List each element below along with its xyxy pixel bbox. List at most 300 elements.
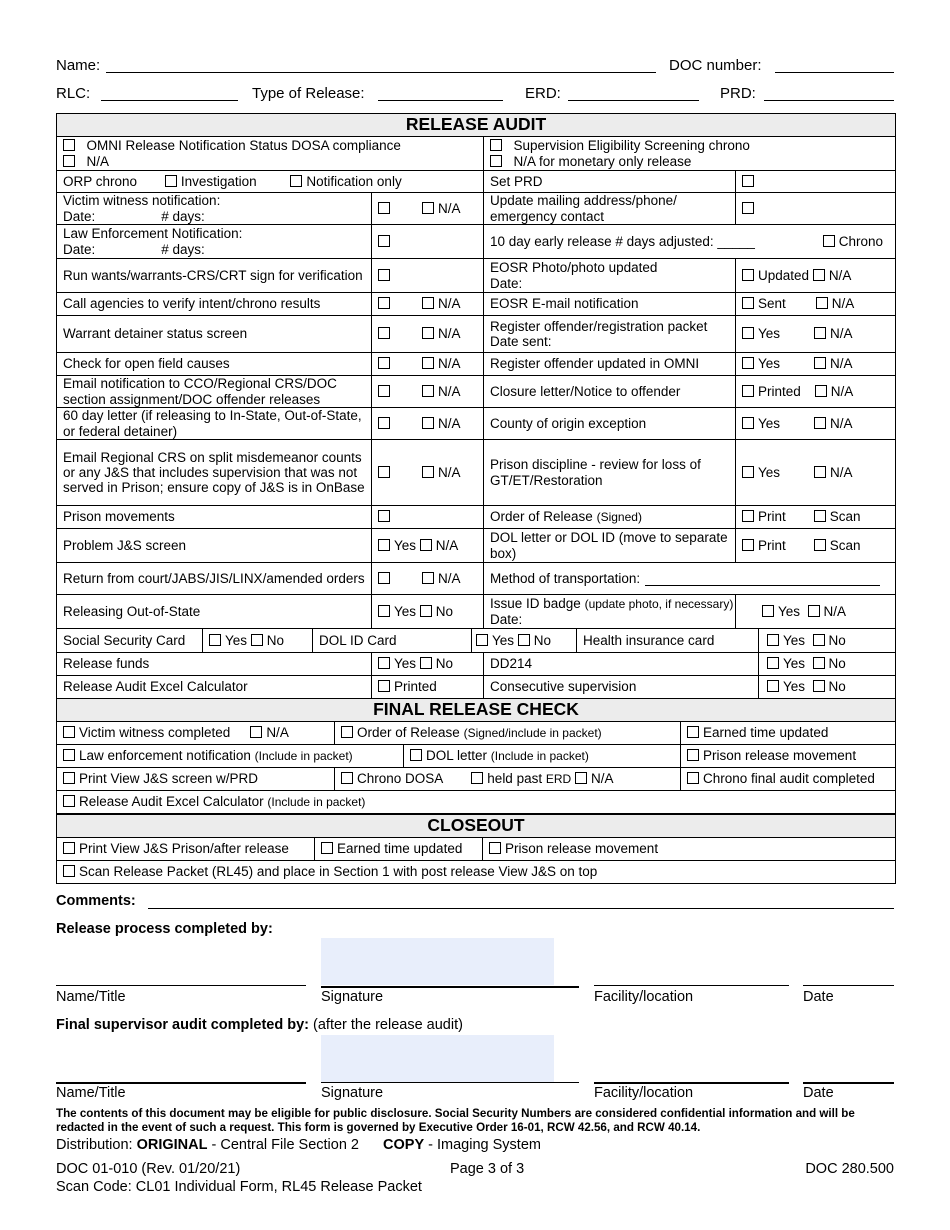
sixty-day-checkbox[interactable]: [378, 417, 390, 429]
update-mailing-label: Update mailing address/phone/ emergency contact: [484, 193, 736, 225]
dd214-no-checkbox[interactable]: [813, 657, 825, 669]
doc-number-field[interactable]: [775, 72, 894, 73]
distribution-original-dest: - Central File Section 2: [211, 1137, 359, 1153]
register-offender-cell: [484, 316, 736, 353]
law-notification-cell: [57, 745, 404, 768]
eosr-email-check-cell: [736, 293, 896, 316]
closure-printed-label: Printed: [758, 383, 801, 399]
supervision-na-checkbox[interactable]: [490, 155, 502, 167]
return-court-na-checkbox[interactable]: [422, 572, 434, 584]
oos-yes-checkbox[interactable]: [378, 605, 390, 617]
funds-yes-checkbox[interactable]: [378, 657, 390, 669]
register-na-label: N/A: [830, 326, 853, 342]
release-audit-table: [56, 113, 896, 629]
final-dol-letter-cell: [404, 745, 681, 768]
held-past-label: held past: [487, 771, 543, 787]
email-cco-check-cell: [372, 376, 484, 408]
after-audit-label: (after the release audit): [313, 1017, 463, 1033]
check-open-checkbox[interactable]: [378, 357, 390, 369]
consecutive-no-checkbox[interactable]: [813, 680, 825, 692]
county-yes-label: Yes: [758, 415, 781, 431]
chrono-final-cell: [681, 768, 896, 791]
final-order-release-label: Order of Release: [357, 725, 460, 741]
county-na-label: N/A: [830, 415, 853, 431]
supervisor-name-line[interactable]: [56, 1082, 306, 1084]
release-signature-line[interactable]: [321, 986, 579, 988]
oos-no-checkbox[interactable]: [420, 605, 432, 617]
warrant-detainer-label: Warrant detainer status screen: [57, 316, 372, 353]
print-view-checkbox[interactable]: [63, 772, 75, 784]
run-wants-label: Run wants/warrants-CRS/CRT sign for verification: [57, 259, 372, 293]
notification-only-checkbox[interactable]: [290, 175, 302, 187]
supervisor-date-label: Date: [803, 1085, 834, 1101]
prd-field[interactable]: [764, 100, 894, 101]
email-regional-checkbox[interactable]: [378, 466, 390, 478]
prison-discipline-label: Prison discipline - review for loss of GT/ET/Restoration: [484, 440, 736, 506]
law-notification-note: (Include in packet): [254, 749, 353, 764]
law-notification-label: Law enforcement notification: [79, 748, 251, 764]
closeout-table: [56, 814, 896, 884]
held-past-na-checkbox[interactable]: [575, 772, 587, 784]
check-open-check-cell: [372, 353, 484, 376]
final-earned-time-label: Earned time updated: [703, 725, 829, 741]
release-date-line[interactable]: [803, 985, 894, 986]
dol-id-yes-label: Yes: [492, 632, 515, 648]
closure-letter-label: Closure letter/Notice to offender: [484, 376, 736, 408]
final-release-check-title: FINAL RELEASE CHECK: [57, 699, 896, 722]
excel-printed-label: Printed: [394, 679, 437, 695]
eosr-photo-label: EOSR Photo/photo updated: [490, 260, 658, 276]
disclosure-text: The contents of this document may be eligible for public disclosure. Social Security Numbers are considered confidential information and will be redacted in the event of such a request. This form is governed by Executive Order 16-01, RCW 42.56, and RCW 40.14.: [56, 1107, 855, 1134]
call-agencies-checkbox[interactable]: [378, 297, 390, 309]
releasing-oos-label: Releasing Out-of-State: [57, 595, 372, 629]
dol-scan-label: Scan: [829, 537, 861, 553]
call-agencies-label: Call agencies to verify intent/chrono results: [57, 293, 372, 316]
comments-label: Comments:: [56, 893, 136, 909]
problem-js-na-checkbox[interactable]: [420, 539, 432, 551]
closure-letter-check-cell: [736, 376, 896, 408]
email-regional-check-cell: [372, 440, 484, 506]
final-supervisor-label: Final supervisor audit completed by:: [56, 1017, 309, 1033]
set-prd-checkbox[interactable]: [742, 175, 754, 187]
victim-completed-na-checkbox[interactable]: [250, 726, 262, 738]
call-agencies-na-label: N/A: [438, 296, 461, 312]
investigation-checkbox[interactable]: [165, 175, 177, 187]
sixty-day-check-cell: [372, 408, 484, 440]
excel-calc-check-cell: [372, 676, 484, 699]
final-supervisor-row: [56, 1017, 463, 1033]
problem-js-check-cell: [372, 529, 484, 563]
supervision-screening-cell: [484, 137, 896, 171]
law-enforcement-cell: [57, 225, 372, 259]
distribution-line: [56, 1137, 541, 1153]
funds-table: [56, 652, 896, 699]
release-facility-label: Facility/location: [594, 989, 694, 1005]
sixty-day-na-label: N/A: [438, 415, 461, 431]
sixty-day-label: 60 day letter (if releasing to In-State, Out-of-State, or federal detainer): [57, 408, 372, 440]
set-prd-check-cell: [736, 171, 896, 193]
eosr-updated-checkbox[interactable]: [742, 269, 754, 281]
warrant-detainer-na-checkbox[interactable]: [422, 327, 434, 339]
omni-status-cell: [57, 137, 484, 171]
held-past-na-label: N/A: [590, 771, 614, 787]
type-of-release-field[interactable]: [378, 100, 503, 101]
eosr-updated-label: Updated: [758, 267, 810, 283]
omni-na-checkbox[interactable]: [63, 155, 75, 167]
eosr-photo-date-label: Date:: [490, 275, 523, 291]
closeout-earned-time-checkbox[interactable]: [321, 842, 333, 854]
county-origin-check-cell: [736, 408, 896, 440]
order-scan-label: Scan: [829, 509, 861, 525]
comments-field[interactable]: [148, 908, 894, 909]
order-release-cell: [484, 506, 736, 529]
dol-id-no-label: No: [533, 632, 552, 648]
return-court-check-cell: [372, 563, 484, 595]
oos-no-label: No: [435, 603, 454, 619]
consecutive-label: Consecutive supervision: [484, 676, 759, 699]
rlc-field[interactable]: [101, 100, 238, 101]
dol-print-label: Print: [758, 537, 786, 553]
distribution-copy: COPY: [383, 1137, 425, 1153]
chrono-final-label: Chrono final audit completed: [703, 771, 875, 787]
register-offender-check-cell: [736, 316, 896, 353]
eosr-photo-na-label: N/A: [828, 267, 852, 283]
doc-number-label: DOC number:: [669, 57, 762, 74]
chrono-dosa-checkbox[interactable]: [341, 772, 353, 784]
county-origin-label: County of origin exception: [484, 408, 736, 440]
omni-status-label: OMNI Release Notification Status DOSA compliance: [86, 138, 401, 154]
discipline-yes-checkbox[interactable]: [742, 466, 754, 478]
order-print-label: Print: [758, 509, 786, 525]
supervisor-signature-line[interactable]: [321, 1082, 579, 1083]
final-earned-time-cell: [681, 722, 896, 745]
ten-day-cell: [484, 225, 896, 259]
email-cco-na-checkbox[interactable]: [422, 385, 434, 397]
issue-id-yes-checkbox[interactable]: [762, 605, 774, 617]
supervisor-signature-box[interactable]: [321, 1035, 554, 1082]
problem-js-yes-checkbox[interactable]: [378, 539, 390, 551]
funds-no-checkbox[interactable]: [420, 657, 432, 669]
closeout-print-view-label: Print View J&S Prison/after release: [79, 841, 289, 857]
eosr-sent-checkbox[interactable]: [742, 297, 754, 309]
victim-witness-na-label: N/A: [438, 200, 461, 216]
register-omni-yes-checkbox[interactable]: [742, 357, 754, 369]
dol-scan-checkbox[interactable]: [814, 539, 826, 551]
supervisor-facility-line[interactable]: [594, 1082, 789, 1084]
warrant-detainer-checkbox[interactable]: [378, 327, 390, 339]
victim-witness-checkbox[interactable]: [378, 202, 390, 214]
issue-id-yes-label: Yes: [778, 603, 801, 619]
ten-day-label: 10 day early release # days adjusted: _____: [490, 233, 755, 249]
prison-movements-checkbox[interactable]: [378, 510, 390, 522]
supervisor-name-title-label: Name/Title: [56, 1085, 126, 1101]
victim-date-label: Date:: [63, 208, 96, 224]
victim-days-label: # days:: [161, 208, 205, 224]
law-enforcement-checkbox[interactable]: [378, 235, 390, 247]
health-card-label: Health insurance card: [577, 629, 759, 653]
register-yes-label: Yes: [758, 326, 781, 342]
release-date-label: Date: [803, 989, 834, 1005]
email-cco-label: Email notification to CCO/Regional CRS/DOC section assignment/DOC offender releases: [57, 376, 372, 408]
issue-id-na-checkbox[interactable]: [808, 605, 820, 617]
email-regional-label: Email Regional CRS on split misdemeanor counts or any J&S that includes supervision that was not served in Prison; ensure copy of J&S is in OnBase: [57, 440, 372, 506]
dol-id-yes-checkbox[interactable]: [476, 634, 488, 646]
victim-completed-checkbox[interactable]: [63, 726, 75, 738]
held-past-checkbox[interactable]: [471, 772, 483, 784]
consecutive-yes-checkbox[interactable]: [767, 680, 779, 692]
dol-id-card-check-cell: [472, 629, 577, 653]
rlc-label: RLC:: [56, 85, 91, 102]
sixty-day-na-checkbox[interactable]: [422, 417, 434, 429]
email-cco-checkbox[interactable]: [378, 385, 390, 397]
name-row: [56, 57, 894, 77]
final-prison-movement-label: Prison release movement: [703, 748, 857, 764]
release-funds-check-cell: [372, 653, 484, 676]
order-print-checkbox[interactable]: [742, 510, 754, 522]
final-order-release-checkbox[interactable]: [341, 726, 353, 738]
victim-completed-cell: [57, 722, 335, 745]
call-agencies-na-checkbox[interactable]: [422, 297, 434, 309]
eosr-sent-label: Sent: [758, 296, 786, 312]
consecutive-yes-label: Yes: [783, 679, 806, 695]
supervisor-date-line[interactable]: [803, 1082, 894, 1084]
register-omni-na-label: N/A: [830, 356, 853, 372]
print-view-label: Print View J&S screen w/PRD: [79, 771, 259, 787]
order-release-label: Order of Release: [490, 509, 593, 525]
orp-chrono-label: ORP chrono: [63, 173, 138, 189]
prison-movements-check-cell: [372, 506, 484, 529]
discipline-na-checkbox[interactable]: [814, 466, 826, 478]
eosr-photo-na-checkbox[interactable]: [813, 269, 825, 281]
register-yes-checkbox[interactable]: [742, 327, 754, 339]
final-earned-time-checkbox[interactable]: [687, 726, 699, 738]
final-dol-letter-label: DOL letter: [426, 748, 488, 764]
closeout-prison-movement-checkbox[interactable]: [489, 842, 501, 854]
name-label: Name:: [56, 57, 101, 74]
final-excel-calc-label: Release Audit Excel Calculator: [79, 794, 264, 810]
dd214-yes-checkbox[interactable]: [767, 657, 779, 669]
consecutive-check-cell: [759, 676, 896, 699]
supervisor-signature-label: Signature: [321, 1085, 384, 1101]
eosr-email-na-checkbox[interactable]: [816, 297, 828, 309]
final-excel-calc-checkbox[interactable]: [63, 795, 75, 807]
ten-day-chrono-checkbox[interactable]: [823, 235, 835, 247]
dd214-yes-label: Yes: [783, 656, 806, 672]
dol-letter-label: DOL letter or DOL ID (move to separate box): [484, 529, 736, 563]
email-regional-na-checkbox[interactable]: [422, 466, 434, 478]
discipline-yes-label: Yes: [758, 464, 781, 480]
investigation-label: Investigation: [180, 173, 257, 189]
scan-packet-label: Scan Release Packet (RL45) and place in Section 1 with post release View J&S on top: [79, 864, 598, 880]
final-excel-calc-note: (Include in packet): [267, 795, 366, 810]
distribution-copy-dest: - Imaging System: [428, 1137, 541, 1153]
victim-completed-label: Victim witness completed: [79, 725, 231, 741]
victim-witness-check-cell: [372, 193, 484, 225]
excel-printed-checkbox[interactable]: [378, 680, 390, 692]
release-facility-line[interactable]: [594, 985, 789, 986]
closeout-earned-time-label: Earned time updated: [337, 841, 463, 857]
eosr-photo-cell: [484, 259, 736, 293]
dol-print-checkbox[interactable]: [742, 539, 754, 551]
consecutive-no-label: No: [828, 679, 846, 695]
chrono-final-checkbox[interactable]: [687, 772, 699, 784]
closure-na-checkbox[interactable]: [815, 385, 827, 397]
prison-discipline-check-cell: [736, 440, 896, 506]
supervision-screening-label: Supervision Eligibility Screening chrono: [513, 138, 750, 154]
health-no-checkbox[interactable]: [813, 634, 825, 646]
method-transport-field[interactable]: [645, 585, 880, 586]
run-wants-check-cell: [372, 259, 484, 293]
check-open-na-checkbox[interactable]: [422, 357, 434, 369]
scan-packet-checkbox[interactable]: [63, 865, 75, 877]
warrant-detainer-check-cell: [372, 316, 484, 353]
closeout-prison-movement-cell: [483, 838, 896, 861]
victim-witness-cell: [57, 193, 372, 225]
ten-day-chrono-label: Chrono: [838, 233, 884, 249]
supervision-na-label: N/A for monetary only release: [513, 153, 692, 169]
issue-id-na-label: N/A: [823, 603, 847, 619]
closeout-title: CLOSEOUT: [57, 815, 896, 838]
scan-packet-cell: [57, 861, 896, 884]
id-cards-table: [56, 628, 896, 653]
oos-yes-label: Yes: [394, 603, 417, 619]
ssn-no-checkbox[interactable]: [251, 634, 263, 646]
health-yes-checkbox[interactable]: [767, 634, 779, 646]
law-notification-checkbox[interactable]: [63, 749, 75, 761]
dol-id-card-label: DOL ID Card: [313, 629, 472, 653]
set-prd-label: Set PRD: [484, 171, 736, 193]
omni-na-label: N/A: [86, 153, 110, 169]
releasing-oos-check-cell: [372, 595, 484, 629]
order-scan-checkbox[interactable]: [814, 510, 826, 522]
order-release-check-cell: [736, 506, 896, 529]
victim-witness-na-checkbox[interactable]: [422, 202, 434, 214]
doc-num-label: DOC 280.500: [805, 1161, 894, 1177]
release-funds-label: Release funds: [57, 653, 372, 676]
dd214-check-cell: [759, 653, 896, 676]
eosr-photo-check-cell: [736, 259, 896, 293]
health-card-check-cell: [759, 629, 896, 653]
check-open-na-label: N/A: [438, 356, 461, 372]
register-omni-label: Register offender updated in OMNI: [484, 353, 736, 376]
funds-no-label: No: [435, 656, 454, 672]
run-wants-checkbox[interactable]: [378, 269, 390, 281]
email-regional-na-label: N/A: [438, 464, 461, 480]
funds-yes-label: Yes: [394, 656, 417, 672]
prd-label: PRD:: [720, 85, 756, 102]
health-yes-label: Yes: [783, 632, 806, 648]
issue-id-cell: [484, 595, 736, 629]
chrono-dosa-label: Chrono DOSA: [357, 771, 444, 787]
release-info-row: [56, 85, 894, 105]
print-view-cell: [57, 768, 335, 791]
omni-status-checkbox[interactable]: [63, 139, 75, 151]
register-omni-yes-label: Yes: [758, 356, 781, 372]
distribution-original: ORIGINAL: [136, 1137, 208, 1153]
problem-js-yes-label: Yes: [394, 537, 417, 553]
closure-printed-checkbox[interactable]: [742, 385, 754, 397]
closure-na-label: N/A: [830, 383, 854, 399]
eosr-email-label: EOSR E-mail notification: [484, 293, 736, 316]
law-enforcement-check-cell: [372, 225, 484, 259]
return-court-checkbox[interactable]: [378, 572, 390, 584]
county-yes-checkbox[interactable]: [742, 417, 754, 429]
ssn-card-label: Social Security Card: [57, 629, 203, 653]
final-dol-letter-note: (Include in packet): [490, 749, 589, 764]
method-transport-cell: [484, 563, 896, 595]
return-court-na-label: N/A: [438, 570, 461, 586]
discipline-na-label: N/A: [830, 464, 853, 480]
order-release-signed-note: (Signed): [596, 510, 642, 525]
ssn-yes-checkbox[interactable]: [209, 634, 221, 646]
supervisor-facility-label: Facility/location: [594, 1085, 694, 1101]
scan-code-label: Scan Code: CL01 Individual Form, RL45 Release Packet: [56, 1179, 422, 1195]
final-release-check-table: [56, 698, 896, 814]
dd214-label: DD214: [484, 653, 759, 676]
supervision-screening-checkbox[interactable]: [490, 139, 502, 151]
update-mailing-checkbox[interactable]: [742, 202, 754, 214]
check-open-label: Check for open field causes: [57, 353, 372, 376]
victim-witness-label: Victim witness notification:: [63, 193, 221, 209]
erd-label: ERD:: [525, 85, 561, 102]
register-omni-check-cell: [736, 353, 896, 376]
name-field[interactable]: [106, 72, 656, 73]
register-offender-label: Register offender/registration packet: [490, 318, 708, 334]
orp-chrono-cell: [57, 171, 484, 193]
release-name-line[interactable]: [56, 985, 306, 986]
release-completed-label: Release process completed by:: [56, 921, 273, 937]
call-agencies-check-cell: [372, 293, 484, 316]
release-signature-box[interactable]: [321, 938, 554, 985]
type-of-release-label: Type of Release:: [252, 85, 365, 102]
final-prison-movement-checkbox[interactable]: [687, 749, 699, 761]
closeout-earned-time-cell: [315, 838, 483, 861]
county-na-checkbox[interactable]: [814, 417, 826, 429]
final-prison-movement-cell: [681, 745, 896, 768]
chrono-dosa-cell: [335, 768, 681, 791]
issue-id-note: (update photo, if necessary): [584, 597, 734, 612]
final-order-release-note: (Signed/include in packet): [463, 726, 602, 741]
update-mailing-check-cell: [736, 193, 896, 225]
register-omni-na-checkbox[interactable]: [814, 357, 826, 369]
warrant-detainer-na-label: N/A: [438, 326, 461, 342]
register-date-sent-label: Date sent:: [490, 334, 552, 349]
closeout-prison-movement-label: Prison release movement: [505, 841, 659, 857]
prison-movements-label: Prison movements: [57, 506, 372, 529]
dol-id-no-checkbox[interactable]: [518, 634, 530, 646]
email-cco-na-label: N/A: [438, 383, 461, 399]
ssn-no-label: No: [266, 632, 285, 648]
final-dol-letter-checkbox[interactable]: [410, 749, 422, 761]
closeout-print-view-cell: [57, 838, 315, 861]
erd-field[interactable]: [568, 100, 699, 101]
law-enforcement-label: Law Enforcement Notification:: [63, 226, 243, 242]
excel-calc-label: Release Audit Excel Calculator: [57, 676, 372, 699]
ssn-card-check-cell: [203, 629, 313, 653]
method-transport-label: Method of transportation:: [490, 570, 641, 586]
dd214-no-label: No: [828, 656, 846, 672]
final-order-release-cell: [335, 722, 681, 745]
return-court-label: Return from court/JABS/JIS/LINX/amended orders: [57, 563, 372, 595]
eosr-email-na-label: N/A: [831, 296, 855, 312]
issue-id-label: Issue ID badge: [490, 596, 581, 612]
held-past-erd-label: ERD: [545, 772, 572, 787]
closeout-print-view-checkbox[interactable]: [63, 842, 75, 854]
issue-id-check-cell: [736, 595, 896, 629]
register-na-checkbox[interactable]: [814, 327, 826, 339]
release-name-title-label: Name/Title: [56, 989, 126, 1005]
page-number-label: Page 3 of 3: [450, 1161, 525, 1177]
